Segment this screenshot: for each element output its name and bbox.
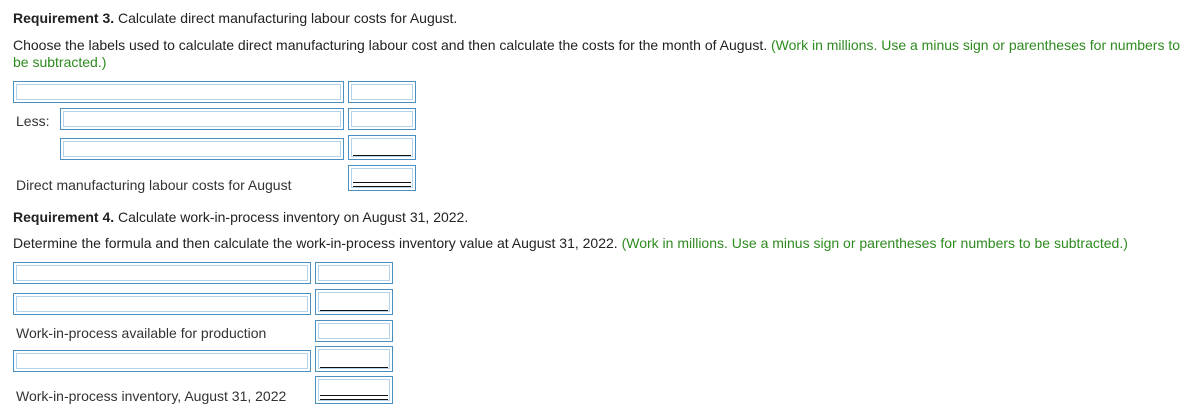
req4-label-select-2[interactable] — [13, 293, 311, 315]
req3-total-amount-input[interactable] — [348, 165, 416, 191]
req3-label-select-2[interactable] — [60, 108, 344, 130]
requirement-4-instructions — [13, 235, 1198, 252]
requirement-3-instruction-text: Choose the labels used to calculate direct manufacturing labour cost and then calculate the costs for the month of August. — [13, 37, 768, 53]
req3-amount-input-1[interactable] — [348, 81, 416, 103]
req4-available-amount-input[interactable] — [315, 320, 393, 342]
req4-amount-input-3[interactable] — [315, 346, 393, 372]
req3-total-label: Direct manufacturing labour costs for August — [16, 177, 292, 193]
req4-label-select-3[interactable] — [13, 350, 311, 372]
req4-amount-input-1[interactable] — [315, 262, 393, 284]
req4-label-select-1[interactable] — [13, 262, 311, 284]
requirement-4-title-bold: Requirement 4. — [13, 209, 115, 225]
requirement-3-heading — [13, 10, 457, 26]
requirement-3-instructions — [13, 37, 1198, 71]
req3-label-select-3[interactable] — [60, 138, 344, 160]
requirement-3-title-text: Calculate direct manufacturing labour costs for August. — [114, 10, 458, 26]
wip-ending-label: Work-in-process inventory, August 31, 2022 — [16, 388, 287, 404]
requirement-3-hint: (Work in millions. Use a minus sign or parentheses for numbers to be subtracted.) — [13, 37, 1181, 70]
req4-amount-input-2[interactable] — [315, 289, 393, 315]
wip-available-label: Work-in-process available for production — [16, 325, 267, 341]
req4-ending-amount-input[interactable] — [315, 376, 393, 404]
requirement-4-instruction-text: Determine the formula and then calculate the work-in-process inventory value at August 31, 2022. — [13, 235, 618, 251]
requirement-3-title-bold: Requirement 3. — [13, 10, 115, 26]
req3-amount-input-2[interactable] — [348, 108, 416, 130]
requirement-4-heading — [13, 209, 468, 225]
req3-label-select-1[interactable] — [13, 81, 344, 103]
requirement-4-hint: (Work in millions. Use a minus sign or parentheses for numbers to be subtracted.) — [621, 235, 1128, 251]
req3-amount-input-3[interactable] — [348, 135, 416, 160]
less-label: Less: — [16, 113, 50, 129]
requirement-4-title-text: Calculate work-in-process inventory on August 31, 2022. — [114, 209, 469, 225]
